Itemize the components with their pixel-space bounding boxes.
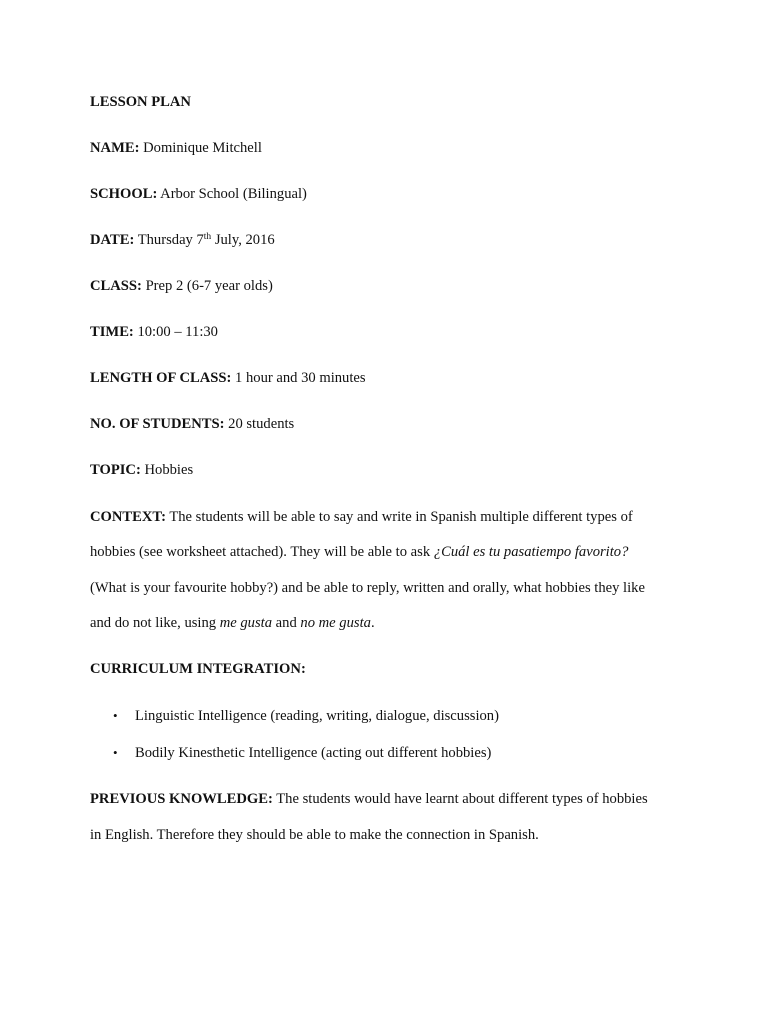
length-value: 1 hour and 30 minutes [235, 370, 366, 386]
date-value-suffix: th [203, 232, 212, 242]
context-question: ¿Cuál es tu pasatiempo favorito? [433, 544, 629, 560]
school-label: SCHOOL: [90, 186, 158, 202]
name-value: Dominique Mitchell [143, 140, 262, 156]
topic-value: Hobbies [144, 462, 194, 478]
time-row [90, 323, 218, 341]
class-label: CLASS: [90, 278, 142, 294]
context-label: CONTEXT: [90, 509, 166, 525]
time-label: TIME: [90, 324, 134, 340]
context-and: and [272, 615, 301, 631]
context-text-1: The students will be able to say and write in Spanish multiple different types of [169, 509, 633, 525]
school-row [90, 185, 307, 203]
previous-line-2 [90, 826, 539, 844]
context-period: . [370, 615, 375, 631]
length-label: LENGTH OF CLASS: [90, 370, 232, 386]
previous-line-1 [90, 790, 648, 808]
context-no-me-gusta: no me gusta [300, 615, 371, 631]
context-line-3 [90, 579, 645, 597]
previous-text-2: in English. Therefore they should be able to make the connection in Spanish. [90, 827, 539, 843]
name-label: NAME: [90, 140, 140, 156]
bullet-icon: • [113, 708, 118, 723]
context-me-gusta: me gusta [219, 615, 273, 631]
curriculum-heading: CURRICULUM INTEGRATION: [90, 661, 306, 677]
previous-label: PREVIOUS KNOWLEDGE: [90, 791, 273, 807]
previous-text-1: The students would have learnt about different types of hobbies [276, 791, 648, 807]
bullet-icon: • [113, 745, 118, 760]
students-row [90, 415, 294, 433]
date-row [90, 231, 275, 249]
context-text-4: and do not like, using [90, 615, 220, 631]
page-title: LESSON PLAN [90, 94, 191, 110]
class-value: Prep 2 (6-7 year olds) [145, 278, 273, 294]
name-row [90, 139, 262, 157]
topic-row [90, 461, 193, 479]
time-value: 10:00 – 11:30 [137, 324, 218, 340]
curriculum-item: Bodily Kinesthetic Intelligence (acting out different hobbies) [135, 745, 492, 761]
date-value [138, 232, 275, 248]
school-value: Arbor School (Bilingual) [160, 186, 307, 202]
context-line-2 [90, 543, 628, 561]
curriculum-item: Linguistic Intelligence (reading, writing, dialogue, discussion) [135, 708, 499, 724]
students-label: NO. OF STUDENTS: [90, 416, 225, 432]
class-row [90, 277, 273, 295]
context-line-4 [90, 614, 375, 632]
context-text-2: hobbies (see worksheet attached). They will be able to ask [90, 544, 434, 560]
date-value-rest: July, 2016 [211, 232, 275, 248]
date-value-day: Thursday 7 [137, 232, 204, 248]
topic-label: TOPIC: [90, 462, 141, 478]
students-value: 20 students [228, 416, 295, 432]
context-text-3: (What is your favourite hobby?) and be able to reply, written and orally, what hobbies they like [90, 580, 645, 596]
date-label: DATE: [90, 232, 135, 248]
length-row [90, 369, 366, 387]
context-line-1 [90, 508, 633, 526]
